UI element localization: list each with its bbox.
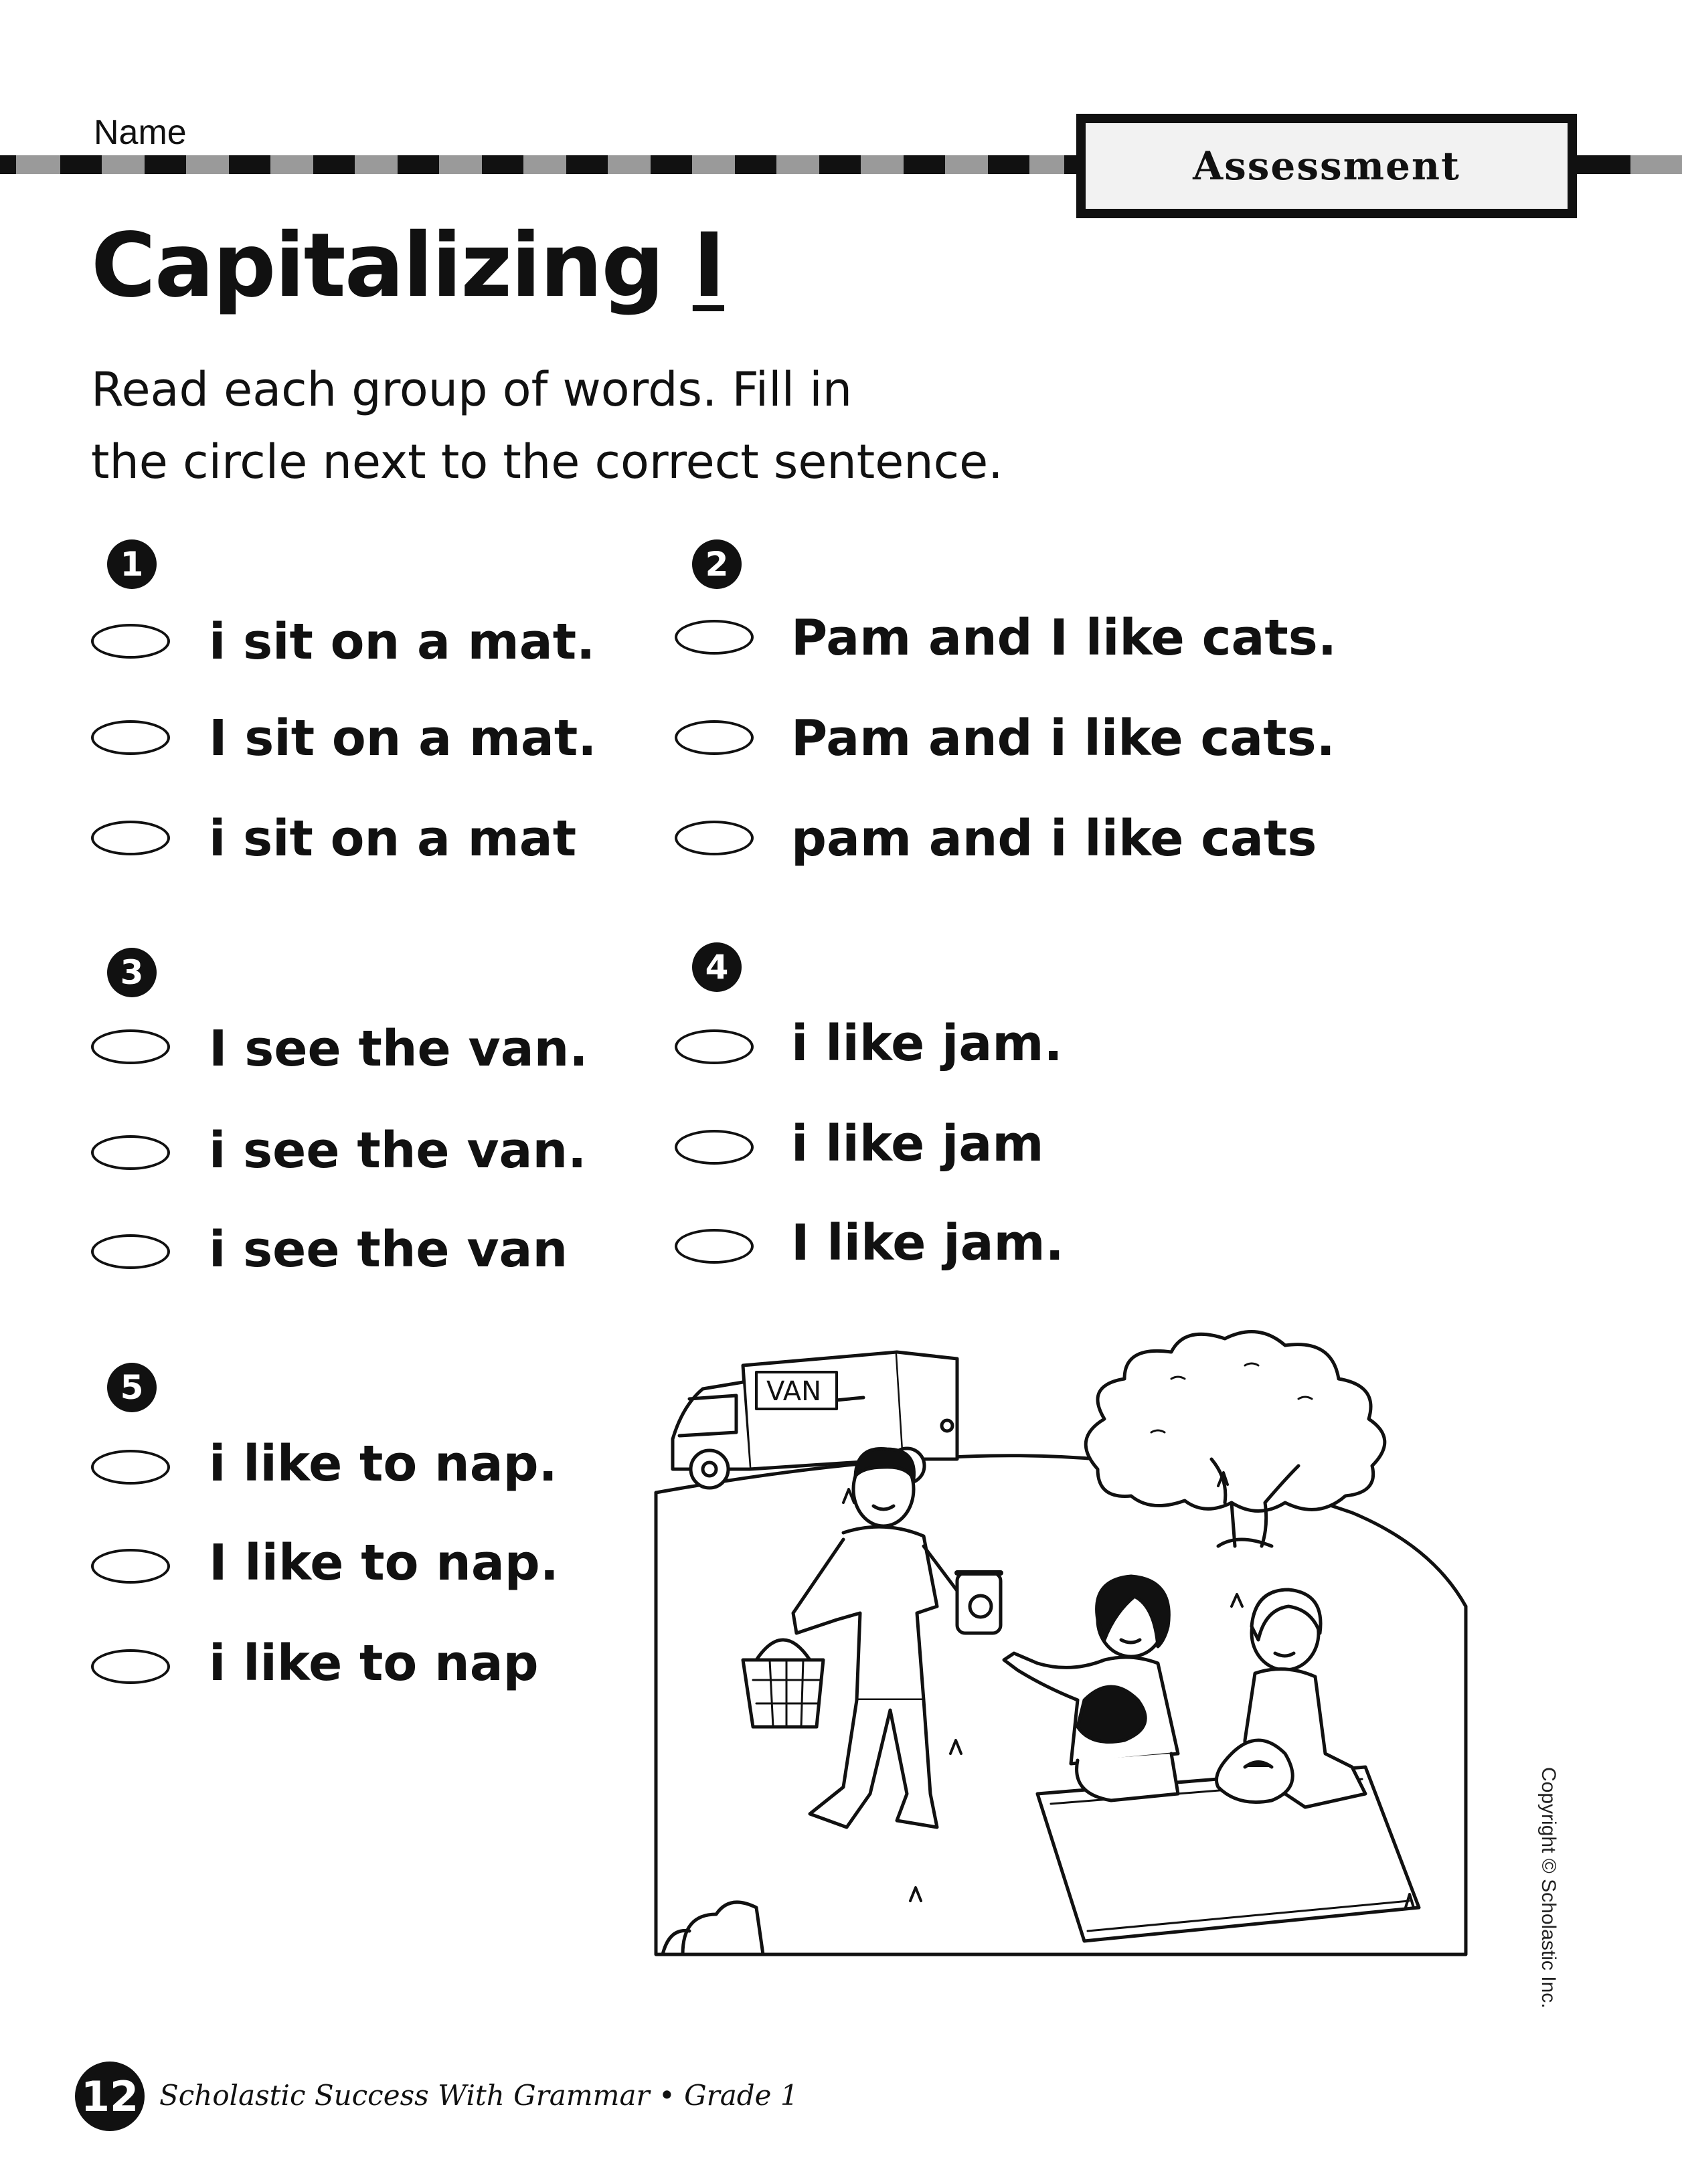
tree-icon [1086, 1332, 1385, 1546]
page-title-emphasis: I [692, 214, 724, 317]
page-number-badge: 12 [75, 2062, 145, 2131]
page-title [91, 214, 724, 317]
question-1-option-2-radio[interactable] [91, 720, 170, 755]
question-5-option-1-label: i like to nap. [209, 1435, 558, 1493]
question-2-option-3-radio[interactable] [675, 821, 754, 855]
name-label: Name [94, 113, 187, 152]
question-5-option-2-label: I like to nap. [209, 1534, 559, 1592]
question-4-number: 4 [692, 942, 742, 992]
question-2-option-2-radio[interactable] [675, 720, 754, 755]
picnic-illustration [643, 1325, 1506, 1975]
question-3-option-3-label: i see the van [209, 1221, 568, 1278]
question-5-number: 5 [107, 1363, 157, 1412]
instructions [91, 353, 1095, 498]
question-4-option-2-radio[interactable] [675, 1130, 754, 1165]
header-stripe [0, 155, 1084, 174]
question-4-option-3-radio[interactable] [675, 1229, 754, 1264]
question-5-option-2-radio[interactable] [91, 1549, 170, 1584]
question-3-option-2-radio[interactable] [91, 1135, 170, 1170]
question-5-option-3-radio[interactable] [91, 1649, 170, 1684]
question-4-option-1-label: i like jam. [791, 1015, 1063, 1072]
question-4-option-2-label: i like jam [791, 1115, 1044, 1173]
question-5-option-3-label: i like to nap [209, 1634, 539, 1692]
question-3-option-1-label: I see the van. [209, 1020, 588, 1078]
question-1-option-3-radio[interactable] [91, 821, 170, 855]
question-1-option-3-label: i sit on a mat [209, 810, 577, 867]
girl-figure-icon [1004, 1576, 1178, 1800]
question-2-option-2-label: Pam and i like cats. [791, 709, 1335, 767]
question-1-number: 1 [107, 539, 157, 589]
question-2-number: 2 [692, 539, 742, 589]
assessment-badge [1076, 114, 1577, 218]
question-1-option-2-label: I sit on a mat. [209, 709, 597, 767]
girl-figure-icon [1217, 1590, 1366, 1807]
question-5-option-1-radio[interactable] [91, 1450, 170, 1485]
question-1-option-1-radio[interactable] [91, 624, 170, 659]
van-label: VAN [766, 1376, 822, 1407]
assessment-badge-label: Assessment [1193, 143, 1460, 189]
footer-text: Scholastic Success With Grammar • Grade 1 [159, 2079, 798, 2112]
header-stripe-right [1577, 155, 1682, 174]
question-3-option-2-label: i see the van. [209, 1122, 587, 1179]
question-3-number: 3 [107, 948, 157, 997]
question-2-option-3-label: pam and i like cats [791, 810, 1317, 867]
question-4-option-1-radio[interactable] [675, 1029, 754, 1064]
instructions-line-2: the circle next to the correct sentence. [91, 434, 1003, 489]
question-1-option-1-label: i sit on a mat. [209, 613, 596, 671]
page-title-text: Capitalizing [91, 214, 693, 317]
man-figure-icon [743, 1449, 1001, 1828]
question-2-option-1-radio[interactable] [675, 620, 754, 655]
question-2-option-1-label: Pam and I like cats. [791, 609, 1337, 667]
question-3-option-3-radio[interactable] [91, 1234, 170, 1269]
instructions-line-1: Read each group of words. Fill in [91, 362, 853, 417]
question-3-option-1-radio[interactable] [91, 1029, 170, 1064]
copyright-notice: Copyright © Scholastic Inc. [1537, 1767, 1560, 2009]
question-4-option-3-label: I like jam. [791, 1214, 1064, 1272]
